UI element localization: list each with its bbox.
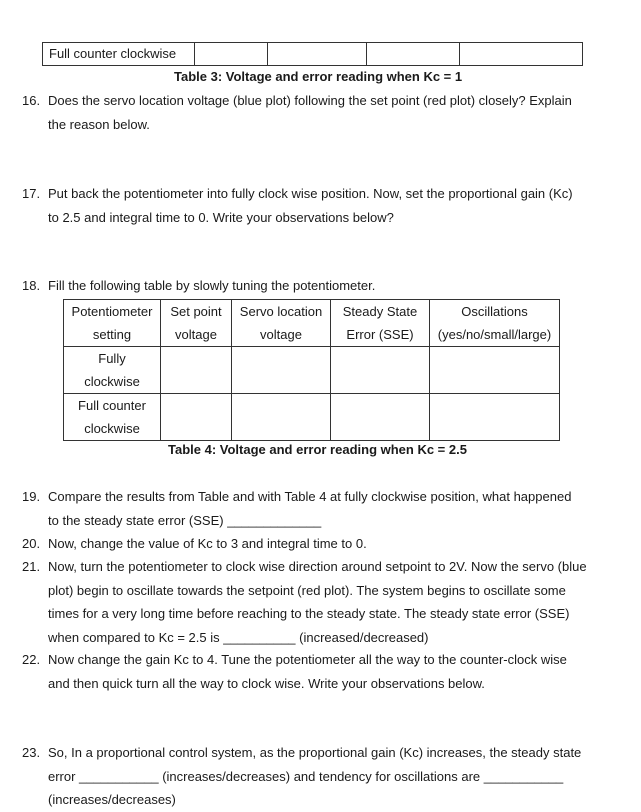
question-number: 19. — [22, 489, 41, 504]
table-cell — [161, 347, 232, 394]
table-cell — [367, 43, 460, 66]
question-number: 23. — [22, 745, 41, 760]
header-oscillations: Oscillations (yes/no/small/large) — [430, 300, 560, 347]
row-label-fully-clockwise: Fully clockwise — [64, 347, 161, 394]
table-header-row — [64, 300, 560, 347]
table-cell — [232, 394, 331, 441]
table-cell — [232, 347, 331, 394]
header-set-point-voltage: Set point voltage — [161, 300, 232, 347]
header-potentiometer-setting: Potentiometer setting — [64, 300, 161, 347]
table-cell — [430, 347, 560, 394]
question-text: Does the servo location voltage (blue plot) following the set point (red plot) closely? Explain the reason below. — [48, 93, 572, 132]
table-3-caption: Table 3: Voltage and error reading when Kc = 1 — [174, 69, 463, 84]
question-text: Now change the gain Kc to 4. Tune the potentiometer all the way to the counter-clock wise and then quick turn all the way to clock wise. Write your observations below. — [48, 652, 567, 691]
question-number: 18. — [22, 278, 41, 293]
question-number: 21. — [22, 559, 41, 574]
table-cell — [331, 394, 430, 441]
question-number: 16. — [22, 93, 41, 108]
header-steady-state-error: Steady State Error (SSE) — [331, 300, 430, 347]
table-cell — [460, 43, 583, 66]
table-cell — [268, 43, 367, 66]
table-cell — [331, 347, 430, 394]
question-text: Now, change the value of Kc to 3 and integral time to 0. — [48, 536, 367, 551]
question-text: Now, turn the potentiometer to clock wise direction around setpoint to 2V. Now the servo (blue plot) begin to oscillate towards the setpoint (red plot). The system begins to oscillate some times for a very long time before reaching to the steady state. The steady state error (SSE) when compared to Kc = 2.5 is __________ (increased/decreased) — [48, 559, 587, 645]
table-row — [43, 43, 583, 66]
table-4-caption: Table 4: Voltage and error reading when Kc = 2.5 — [168, 442, 467, 457]
row-label-full-counter-clockwise: Full counter clockwise — [64, 394, 161, 441]
question-text: Fill the following table by slowly tuning the potentiometer. — [48, 278, 376, 293]
table-cell — [430, 394, 560, 441]
question-text: Put back the potentiometer into fully clock wise position. Now, set the proportional gain (Kc) to 2.5 and integral time to 0. Write your observations below? — [48, 186, 573, 225]
header-servo-location-voltage: Servo location voltage — [232, 300, 331, 347]
table-3-row-label: Full counter clockwise — [43, 43, 195, 66]
table-cell — [195, 43, 268, 66]
table-4 — [63, 299, 560, 441]
question-text: So, In a proportional control system, as the proportional gain (Kc) increases, the steady state error ___________ (increases/decreases) and tendency for oscillations are ___________ (increases/decreases) — [48, 745, 582, 807]
table-cell — [161, 394, 232, 441]
question-number: 17. — [22, 186, 41, 201]
table-3 — [42, 42, 583, 66]
question-number: 20. — [22, 536, 41, 551]
table-row — [64, 347, 560, 394]
question-number: 22. — [22, 652, 41, 667]
question-text: Compare the results from Table and with Table 4 at fully clockwise position, what happened to the steady state error (SSE) _____________ — [48, 489, 572, 528]
table-row — [64, 394, 560, 441]
